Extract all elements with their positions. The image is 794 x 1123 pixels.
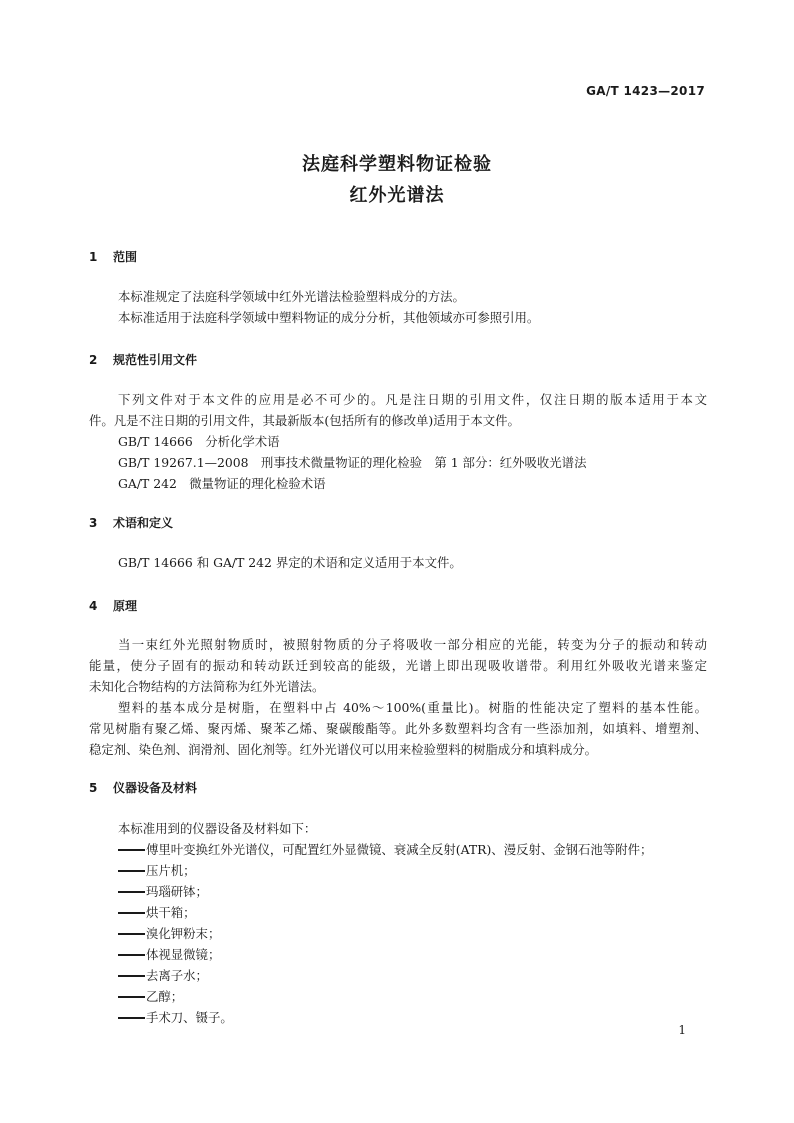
document-code: GA/T 1423—2017 (586, 84, 705, 98)
em-dash-marker (118, 954, 145, 956)
list-item: 去离子水； (89, 965, 707, 986)
paragraph-line: 常见树脂有聚乙烯、聚丙烯、聚苯乙烯、聚碳酸酯等。此外多数塑料均含有一些添加剂，如填料、增塑剂、 (89, 721, 707, 736)
em-dash-marker (118, 975, 145, 977)
list-item: 乙醇； (89, 986, 707, 1007)
reference-item: GB/T 19267.1—2008 刑事技术微量物证的理化检验 第 1 部分：红外吸收光谱法 (118, 455, 587, 470)
section-1-heading (89, 248, 137, 265)
reference-item: GB/T 14666 分析化学术语 (118, 434, 280, 449)
section-title: 仪器设备及材料 (113, 781, 198, 795)
paragraph-line: 本标准用到的仪器设备及材料如下： (118, 821, 317, 836)
section-number: 3 (89, 516, 98, 530)
page-number: 1 (678, 1023, 686, 1037)
paragraph-line: 下列文件对于本文件的应用是必不可少的。凡是注日期的引用文件，仅注日期的版本适用于本文 (118, 392, 707, 407)
em-dash-marker (118, 1017, 145, 1019)
em-dash-marker (118, 996, 145, 998)
section-4-heading (89, 597, 137, 614)
em-dash-marker (118, 870, 145, 872)
list-item: 烘干箱； (89, 902, 707, 923)
section-title: 术语和定义 (113, 516, 174, 530)
paragraph-line: 塑料的基本成分是树脂，在塑料中占 40%～100%(重量比)。树脂的性能决定了塑料的基本性能。 (118, 700, 707, 715)
paragraph-line: 能量，使分子固有的振动和转动跃迁到较高的能级，光谱上即出现吸收谱带。利用红外吸收光谱来鉴定 (89, 658, 707, 673)
list-item: 溴化钾粉末； (89, 923, 707, 944)
em-dash-marker (118, 933, 145, 935)
paragraph-line: 稳定剂、染色剂、润滑剂、固化剂等。红外光谱仪可以用来检验塑料的树脂成分和填料成分。 (89, 742, 598, 757)
paragraph-line: 当一束红外光照射物质时，被照射物质的分子将吸收一部分相应的光能，转变为分子的振动和转动 (118, 637, 707, 652)
section-number: 2 (89, 353, 98, 367)
paragraph-line: 本标准适用于法庭科学领域中塑料物证的成分分析，其他领域亦可参照引用。 (118, 310, 540, 325)
paragraph-line: 本标准规定了法庭科学领域中红外光谱法检验塑料成分的方法。 (118, 289, 465, 304)
list-item: 压片机； (89, 860, 707, 881)
list-item: 体视显微镜； (89, 944, 707, 965)
paragraph-line: GB/T 14666 和 GA/T 242 界定的术语和定义适用于本文件。 (118, 555, 462, 570)
title-line-2: 红外光谱法 (349, 185, 445, 206)
section-title: 范围 (113, 250, 138, 264)
list-item: 手术刀、镊子。 (89, 1007, 707, 1028)
section-number: 1 (89, 250, 98, 264)
section-2-heading (89, 351, 197, 368)
section-3-heading (89, 514, 173, 531)
paragraph-line: 未知化合物结构的方法简称为红外光谱法。 (89, 679, 325, 694)
em-dash-marker (118, 849, 145, 851)
section-number: 4 (89, 599, 98, 613)
section-number: 5 (89, 781, 98, 795)
list-item: 傅里叶变换红外光谱仪，可配置红外显微镜、衰减全反射(ATR)、漫反射、金钢石池等附件； (89, 839, 707, 860)
paragraph-line: 件。凡是不注日期的引用文件，其最新版本(包括所有的修改单)适用于本文件。 (89, 413, 520, 428)
title-line-1: 法庭科学塑料物证检验 (302, 154, 492, 175)
em-dash-marker (118, 912, 145, 914)
section-5-heading (89, 779, 197, 796)
list-item: 玛瑙研钵； (89, 881, 707, 902)
section-title: 规范性引用文件 (113, 353, 198, 367)
section-title: 原理 (113, 599, 138, 613)
em-dash-marker (118, 891, 145, 893)
reference-item: GA/T 242 微量物证的理化检验术语 (118, 476, 326, 491)
